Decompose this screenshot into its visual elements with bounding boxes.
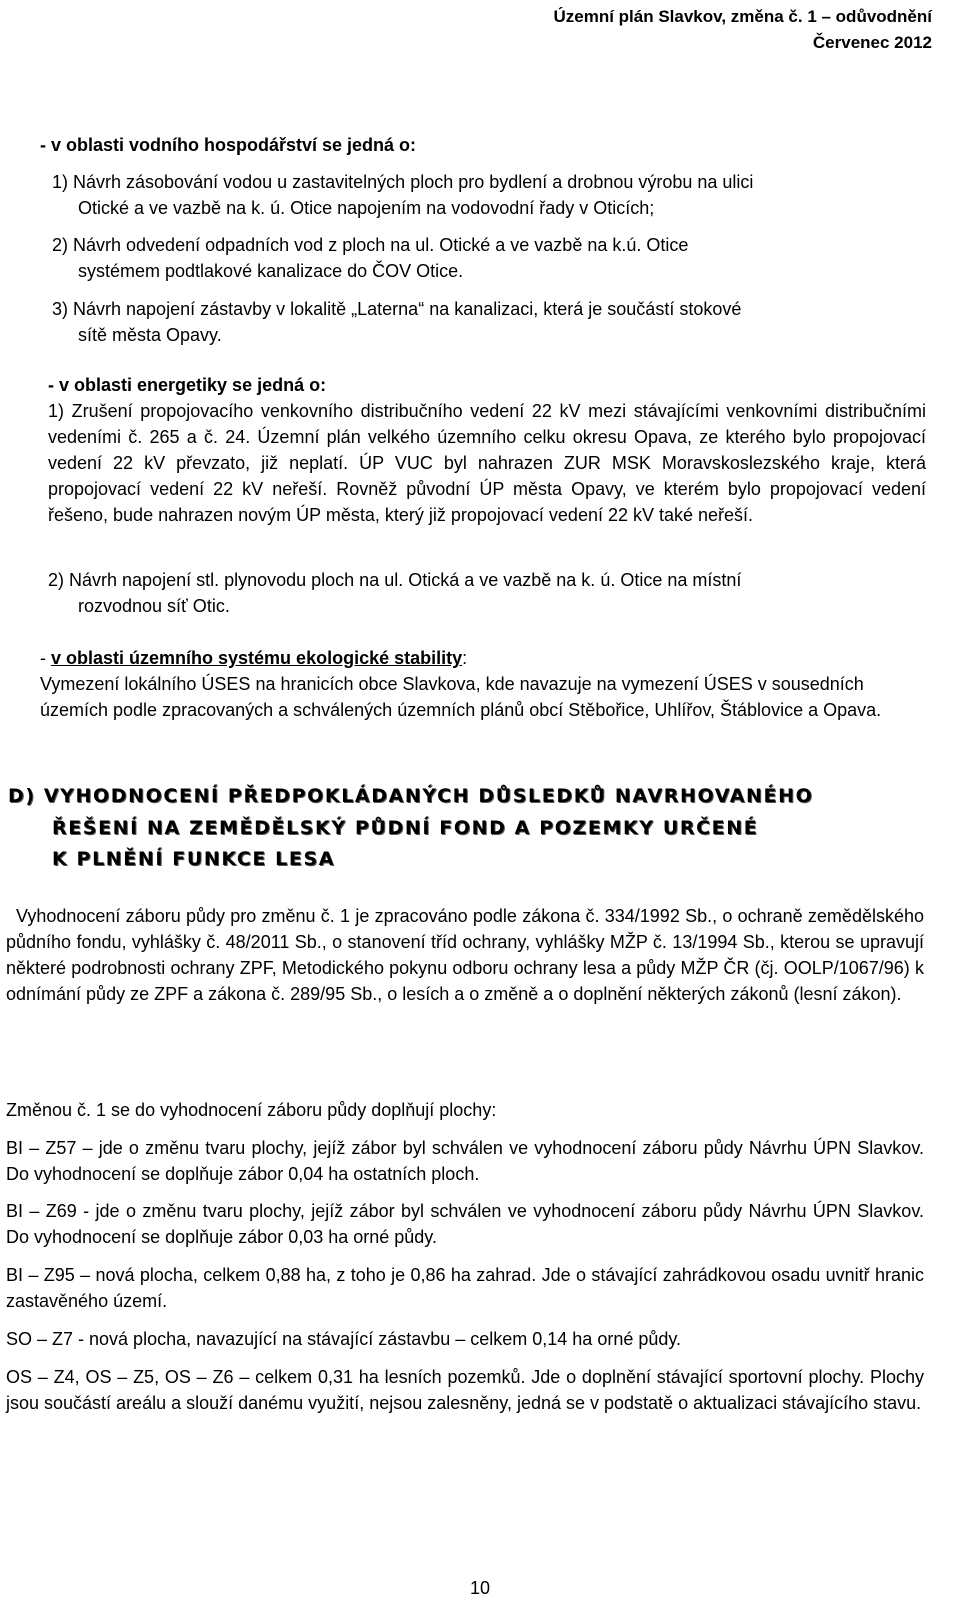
header-title: Územní plán Slavkov, změna č. 1 – odůvodnění [553, 7, 932, 26]
section-d-heading-line-3: K PLNĚNÍ FUNKCE LESA [52, 848, 336, 870]
water-item-1-line-1: 1) Návrh zásobování vodou u zastavitelných ploch pro bydlení a drobnou výrobu na ulici [52, 172, 754, 192]
page-number: 10 [469, 1578, 491, 1598]
water-item-3-line-2: sítě města Opavy. [78, 325, 222, 345]
energy-item-1: 1) Zrušení propojovacího venkovního distribučního vedení 22 kV mezi stávajícími venkovními distribučními vedeními č. 265 a č. 24. Územní plán velkého územního celku okresu Opava, ze kterého bylo propojovací vedení 22 kV převzato, již neplatí. ÚP VUC byl nahrazen ZUR MSK Moravskoslezského kraje, která propojovací vedení 22 kV neřeší. Rovněž původní ÚP města Opavy, ve kterém bylo propojovací vedení řešeno, bude nahrazen novým ÚP města, který již propojovací vedení 22 kV také neřeší. [48, 401, 926, 525]
area-item-2: BI – Z69 - jde o změnu tvaru plochy, jejíž zábor byl schválen ve vyhodnocení záboru půdy Návrhu ÚPN Slavkov. Do vyhodnocení se doplňuje zábor 0,03 ha orné půdy. [6, 1201, 924, 1247]
water-heading: - v oblasti vodního hospodářství se jedná o: [40, 135, 417, 155]
area-item-4: SO – Z7 - nová plocha, navazující na stávající zástavbu – celkem 0,14 ha orné půdy. [6, 1329, 682, 1349]
uses-text: Vymezení lokálního ÚSES na hranicích obce Slavkova, kde navazuje na vymezení ÚSES v sousedních územích podle zpracovaných a schválených územních plánů obcí Stěbořice, Uhlířov, Štáblovice a Opava. [40, 674, 882, 720]
area-item-5: OS – Z4, OS – Z5, OS – Z6 – celkem 0,31 ha lesních pozemků. Jde o doplnění stávající sportovní plochy. Plochy jsou součástí areálu a slouží danému využití, nejsou zalesněny, jedná se v podstatě o aktualizaci stávajícího stavu. [6, 1367, 924, 1413]
section-d-heading-line-1: D) VYHODNOCENÍ PŘEDPOKLÁDANÝCH DŮSLEDKŮ NAVRHOVANÉHO [8, 785, 814, 807]
section-d-heading-line-2: ŘEŠENÍ NA ZEMĚDĚLSKÝ PŮDNÍ FOND A POZEMKY URČENÉ [52, 817, 759, 839]
evaluation-intro: Změnou č. 1 se do vyhodnocení záboru půdy doplňují plochy: [6, 1100, 497, 1120]
water-item-3-line-1: 3) Návrh napojení zástavby v lokalitě „Laterna“ na kanalizaci, která je součástí stokové [52, 299, 742, 319]
page-header [553, 4, 932, 56]
header-date: Červenec 2012 [812, 33, 932, 52]
uses-heading-line [40, 645, 920, 671]
energy-item-2-line-1: 2) Návrh napojení stl. plynovodu ploch na ul. Otická a ve vazbě na k. ú. Otice na místní [48, 570, 742, 590]
uses-colon: : [462, 648, 468, 668]
evaluation-paragraph: Vyhodnocení záboru půdy pro změnu č. 1 je zpracováno podle zákona č. 334/1992 Sb., o ochraně zemědělského půdního fondu, vyhlášky č. 48/2011 Sb., o stanovení tříd ochrany, vyhlášky MŽP č. 13/1994 Sb., kterou se upravují některé podrobnosti ochrany ZPF, Metodického pokynu odboru ochrany lesa a půdy MŽP ČR (čj. OOLP/1067/96) k odnímání půdy ze ZPF a zákona č. 289/95 Sb., o lesích a o změně a o doplnění některých zákonů (lesní zákon). [6, 906, 924, 1004]
water-item-2-line-2: systémem podtlakové kanalizace do ČOV Otice. [78, 261, 464, 281]
water-item-1-line-2: Otické a ve vazbě na k. ú. Otice napojením na vodovodní řady v Oticích; [78, 198, 655, 218]
energy-item-2-line-2: rozvodnou síť Otic. [78, 596, 230, 616]
area-item-1: BI – Z57 – jde o změnu tvaru plochy, jejíž zábor byl schválen ve vyhodnocení záboru půdy Návrhu ÚPN Slavkov. Do vyhodnocení se doplňuje zábor 0,04 ha ostatních ploch. [6, 1138, 924, 1184]
energy-heading: - v oblasti energetiky se jedná o: [48, 375, 327, 395]
uses-dash: - [40, 648, 51, 668]
uses-heading: v oblasti územního systému ekologické stability [51, 648, 463, 668]
water-item-2-line-1: 2) Návrh odvedení odpadních vod z ploch na ul. Otické a ve vazbě na k.ú. Otice [52, 235, 689, 255]
area-item-3: BI – Z95 – nová plocha, celkem 0,88 ha, z toho je 0,86 ha zahrad. Jde o stávající zahrádkovou osadu uvnitř hranic zastavěného území. [6, 1265, 924, 1311]
